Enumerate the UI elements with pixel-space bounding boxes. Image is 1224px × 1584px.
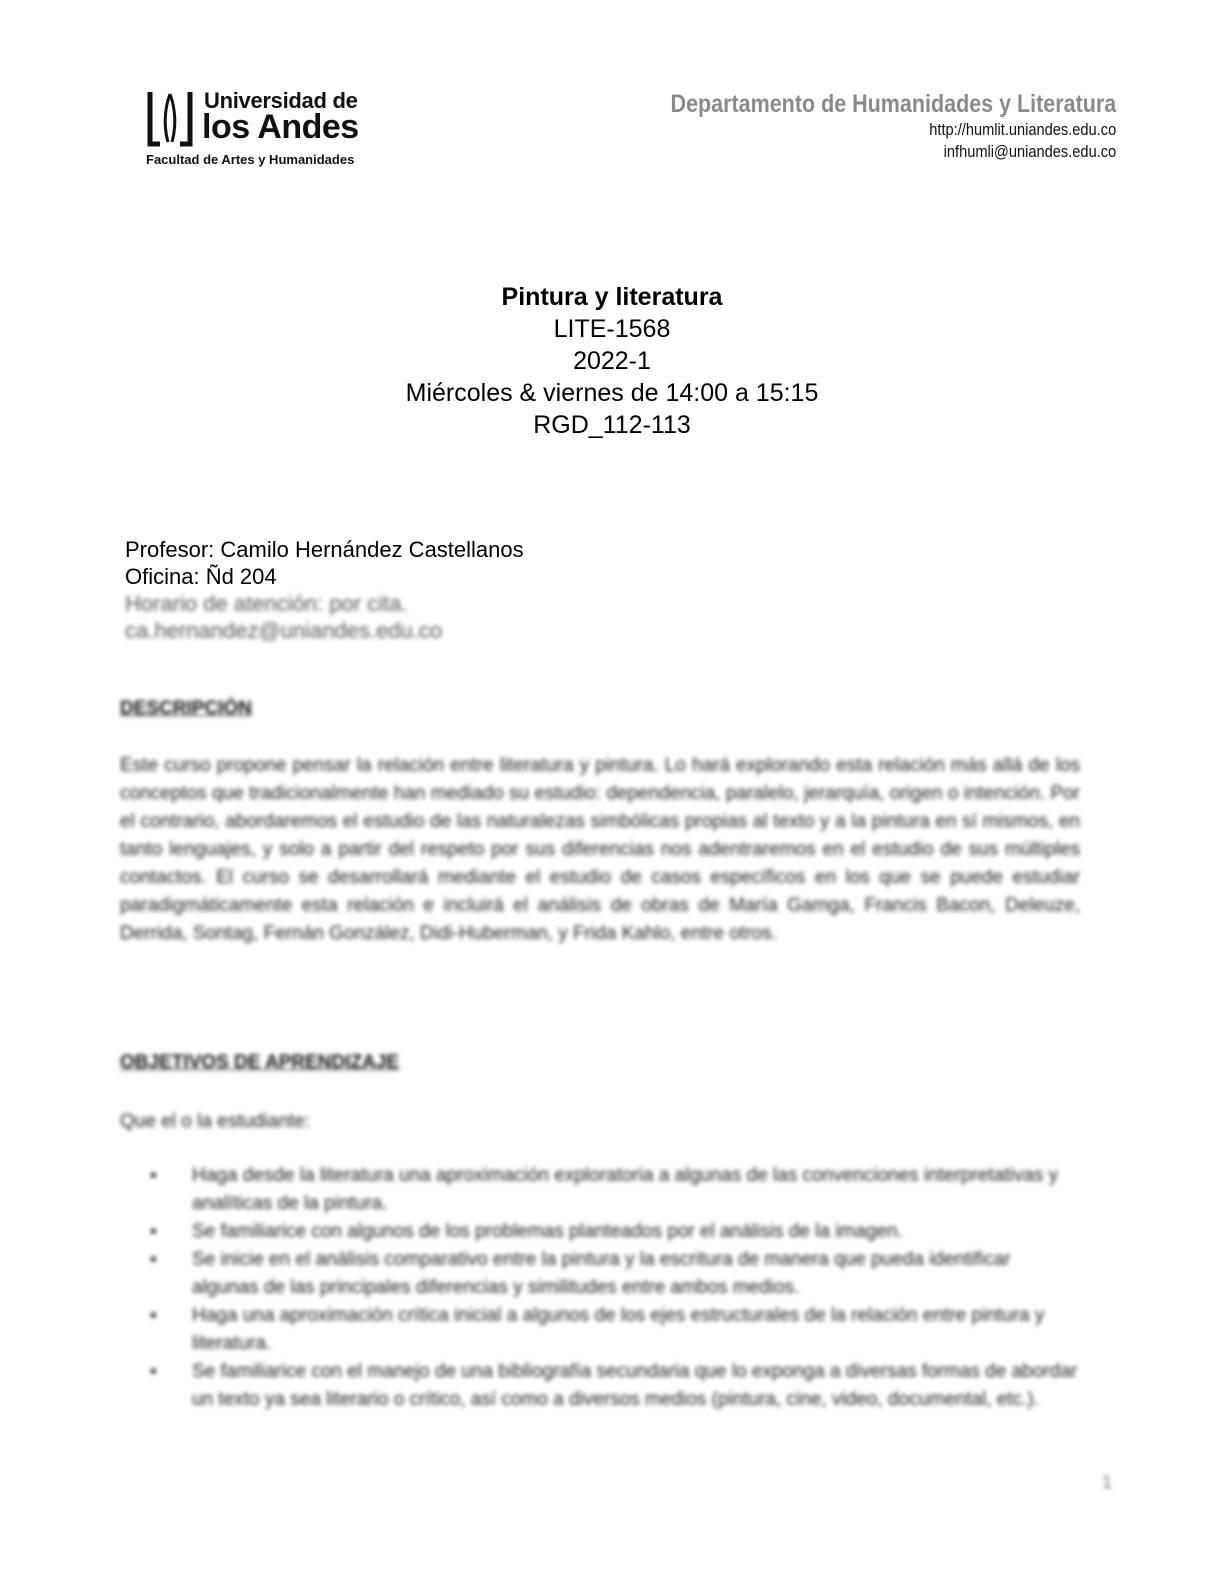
objective-text: Se familiarice con el manejo de una bibliografía secundaria que lo exponga a diversas formas de abordar un texto ya sea literario o crítico, así como a diversos medios (pintura, cine, video, documental, etc.). <box>192 1361 1078 1410</box>
objective-text: Se familiarice con algunos de los problemas planteados por el análisis de la imagen. <box>192 1221 903 1242</box>
professor-hours: Horario de atención: por cita. <box>125 591 408 616</box>
objectives-intro: Que el o la estudiante: <box>120 1111 311 1132</box>
description-heading: DESCRIPCIÓN <box>120 698 252 719</box>
andes-logo-icon <box>144 88 196 148</box>
course-title: Pintura y literatura <box>501 283 723 311</box>
professor-office: Oficina: Ñd 204 <box>125 564 277 589</box>
bullet-icon: ▪ <box>150 1165 157 1186</box>
list-item <box>150 1358 1080 1414</box>
logo-line-2: los Andes <box>202 108 359 146</box>
bullet-icon: ▪ <box>150 1249 157 1270</box>
logo-faculty: Facultad de Artes y Humanidades <box>146 152 355 167</box>
list-item <box>150 1246 1080 1302</box>
university-logo <box>144 86 359 172</box>
objectives-list <box>150 1162 1080 1414</box>
bullet-icon: ▪ <box>150 1221 157 1242</box>
professor-email: ca.hernandez@uniandes.edu.co <box>125 618 443 643</box>
course-schedule: Miércoles & viernes de 14:00 a 15:15 <box>405 379 819 407</box>
professor-info <box>125 536 524 644</box>
logo-line-1: Universidad de <box>204 88 358 113</box>
list-item <box>150 1162 1080 1218</box>
course-term: 2022-1 <box>573 347 651 375</box>
professor-name: Profesor: Camilo Hernández Castellanos <box>125 537 524 562</box>
objective-text: Haga desde la literatura una aproximación exploratoria a algunas de las convenciones interpretativas y analíticas de la pintura. <box>192 1165 1059 1214</box>
course-code: LITE-1568 <box>553 315 671 343</box>
description-body: Este curso propone pensar la relación entre literatura y pintura. Lo hará explorando esta relación más allá de los conceptos que tradicionalmente han mediado su estudio: dependencia, paralelo, jerarquía, origen o intención. Por el contrario, abordaremos el estudio de las naturalezas simbólicas propias al texto y a la pintura en sí mismos, en tanto lenguajes, y solo a partir del respeto por sus diferencias nos adentraremos en el estudio de sus múltiples contactos. El curso se desarrollará mediante el estudio de casos específicos en los que se puede estudiar paradigmáticamente esta relación e incluirá el análisis de obras de María Gamga, Francis Bacon, Deleuze, Derrida, Sontag, Fernán González, Didi-Huberman, y Frida Kahlo, entre otros. <box>120 755 1080 944</box>
objectives-heading: OBJETIVOS DE APRENDIZAJE <box>120 1052 400 1073</box>
list-item <box>150 1218 1080 1246</box>
course-info <box>0 281 1224 441</box>
objective-text: Se inicie en el análisis comparativo entre la pintura y la escritura de manera que pueda identificar algunas de las principales diferencias y similitudes entre ambos medios. <box>192 1249 1011 1298</box>
list-item <box>150 1302 1080 1358</box>
page-number: 1 <box>1101 1472 1112 1492</box>
bullet-icon: ▪ <box>150 1305 157 1326</box>
objective-text: Haga una aproximación crítica inicial a algunos de los ejes estructurales de la relación entre pintura y literatura. <box>192 1305 1045 1354</box>
department-header <box>598 90 1116 163</box>
course-room: RGD_112-113 <box>533 411 691 439</box>
bullet-icon: ▪ <box>150 1361 157 1382</box>
department-email[interactable]: infhumli@uniandes.edu.co <box>943 142 1116 161</box>
department-name: Departamento de Humanidades y Literatura <box>670 90 1116 118</box>
department-url[interactable]: http://humlit.uniandes.edu.co <box>929 120 1116 139</box>
